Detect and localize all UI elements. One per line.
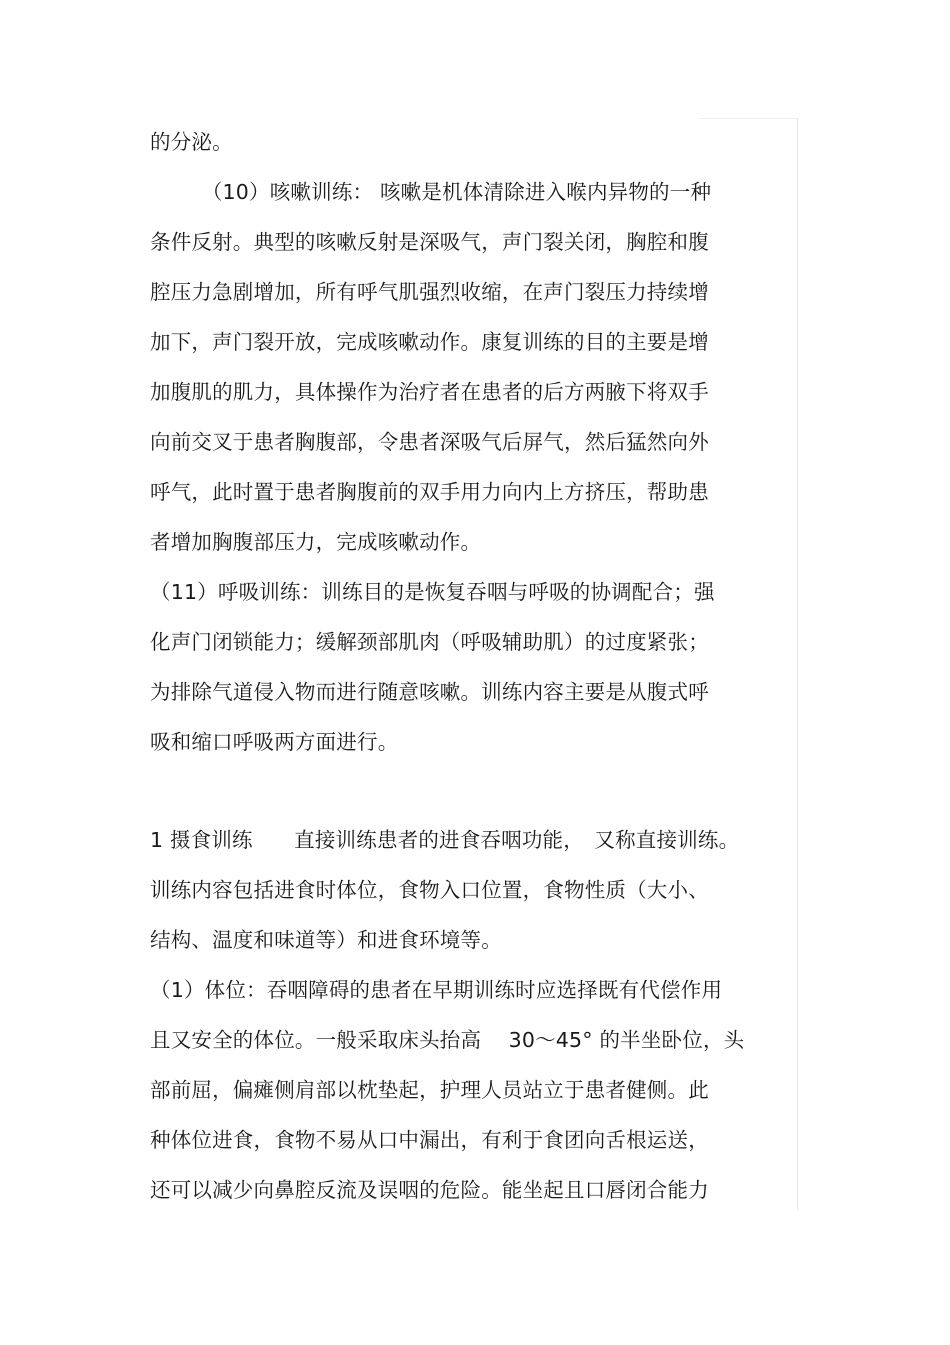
text-line: 还可以减少向鼻腔反流及误咽的危险。能坐起且口唇闭合能力 [150, 1178, 709, 1202]
text-line: （11）呼吸训练：训练目的是恢复吞咽与呼吸的协调配合；强 [150, 580, 715, 604]
text-line: 呼气，此时置于患者胸腹前的双手用力向内上方挤压，帮助患 [150, 480, 709, 504]
text-line: 结构、温度和味道等）和进食环境等。 [150, 928, 502, 952]
text-line: 的分泌。 [150, 130, 233, 154]
text-line: 者增加胸腹部压力，完成咳嗽动作。 [150, 530, 482, 554]
text-line: 向前交叉于患者胸腹部，令患者深吸气后屏气，然后猛然向外 [150, 430, 709, 454]
page-border-top [700, 118, 798, 119]
text-line: 部前屈，偏瘫侧肩部以枕垫起，护理人员站立于患者健侧。此 [150, 1078, 709, 1102]
text-line: 腔压力急剧增加，所有呼气肌强烈收缩，在声门裂压力持续增 [150, 280, 709, 304]
text-line: 吸和缩口呼吸两方面进行。 [150, 730, 399, 754]
text-line: 化声门闭锁能力；缓解颈部肌肉（呼吸辅助肌）的过度紧张； [150, 630, 709, 654]
text-line: 加下，声门裂开放，完成咳嗽动作。康复训练的目的主要是增 [150, 330, 709, 354]
text-line: （10）咳嗽训练： 咳嗽是机体清除进入喉内异物的一种 [150, 180, 712, 204]
text-line: 加腹肌的肌力，具体操作为治疗者在患者的后方两腋下将双手 [150, 380, 709, 404]
text-line: 种体位进食，食物不易从口中漏出，有利于食团向舌根运送， [150, 1128, 709, 1152]
page-border-right [797, 118, 798, 1210]
text-line: （1）体位：吞咽障碍的患者在早期训练时应选择既有代偿作用 [150, 978, 723, 1002]
text-line: 且又安全的体位。一般采取床头抬高 30～45° 的半坐卧位，头 [150, 1028, 745, 1052]
section-heading-line: 1 摄食训练 直接训练患者的进食吞咽功能， 又称直接训练。 [150, 828, 740, 852]
text-line: 为排除气道侵入物而进行随意咳嗽。训练内容主要是从腹式呼 [150, 680, 709, 704]
text-line: 条件反射。典型的咳嗽反射是深吸气，声门裂关闭，胸腔和腹 [150, 230, 709, 254]
text-line: 训练内容包括进食时体位，食物入口位置，食物性质（大小、 [150, 878, 709, 902]
